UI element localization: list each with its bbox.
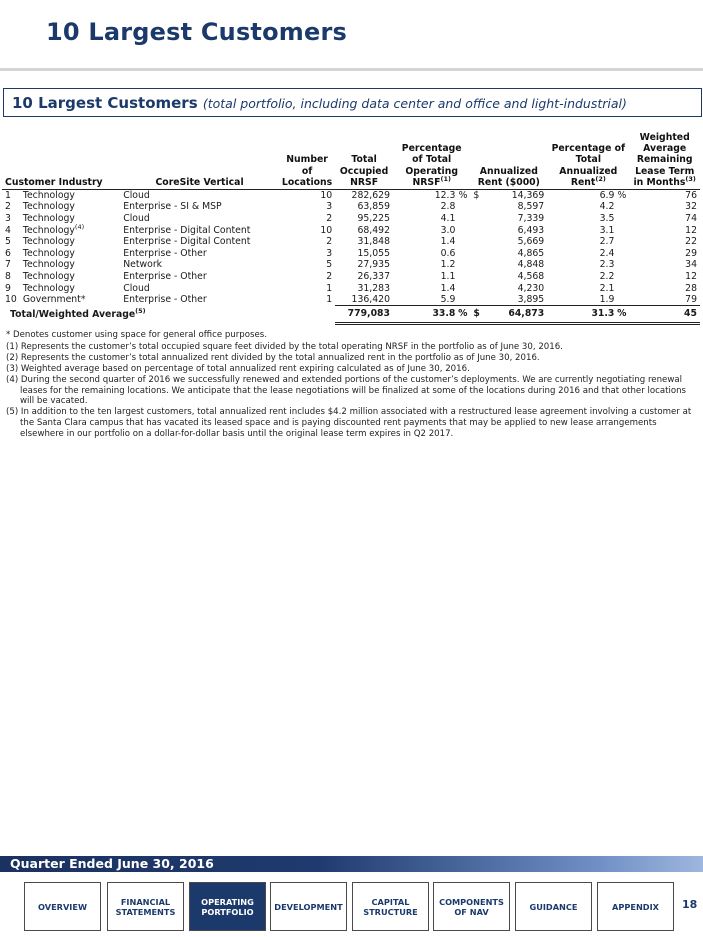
rank-cell: 3	[5, 213, 11, 224]
total-nrsf-cell: 779,083	[335, 306, 393, 324]
footnote-4: (4) During the second quarter of 2016 we successfully renewed and extended portions of the customer’s deployments. We are currently negotiating renewal leases for the remaining locations. We anticipate that the lease negotiations will be finalized at some of the locations during 2016 and that other locations will be vacated.	[6, 374, 687, 407]
pct-nrsf-value: 2.8	[440, 201, 456, 213]
rent-dollar-cell	[470, 213, 482, 225]
pct-nrsf-value: 1.4	[440, 282, 456, 294]
total-label-cell	[2, 306, 279, 324]
total-pct-nrsf-sign: %	[458, 308, 468, 320]
term-cell: 79	[685, 293, 697, 305]
section-navigation	[0, 882, 703, 931]
rent-dollar-cell	[470, 248, 482, 260]
term-cell: 12	[685, 224, 697, 236]
header-percentage-annualized-rent	[547, 132, 629, 190]
pct-nrsf-cell	[393, 201, 470, 213]
header-number-of-locations: Number of Locations	[279, 132, 335, 190]
table-body	[2, 190, 700, 324]
term-cell: 29	[685, 247, 697, 259]
total-pct-nrsf-value: 33.8	[432, 308, 456, 320]
vertical-cell: Cloud	[123, 190, 150, 202]
nrsf-cell: 95,225	[357, 213, 390, 224]
rent-dollar-cell	[470, 294, 482, 306]
industry-text: Technology	[22, 236, 75, 248]
term-cell: 74	[685, 213, 697, 224]
table-row	[2, 190, 700, 202]
nav-tab-financial-statements[interactable]: FINANCIAL STATEMENTS	[107, 882, 184, 931]
total-locations-cell	[279, 306, 335, 324]
nav-tab-development[interactable]: DEVELOPMENT	[270, 882, 347, 931]
vertical-cell: Enterprise - Digital Content	[123, 224, 251, 236]
pct-rent-cell	[547, 224, 629, 236]
nav-tab-appendix[interactable]: APPENDIX	[597, 882, 674, 931]
rent-cell: 4,230	[517, 282, 545, 294]
footnote-3: (3) Weighted average based on percentage of total annualized rent expiring calculated as of June 30, 2016.	[6, 363, 470, 374]
pct-rent-value: 2.2	[599, 270, 615, 282]
quarter-label: Quarter Ended June 30, 2016	[10, 856, 214, 871]
table-row	[2, 213, 700, 225]
pct-nrsf-value: 1.1	[440, 270, 456, 282]
pct-nrsf-cell	[393, 236, 470, 248]
rent-cell: 6,493	[517, 224, 545, 236]
table-row	[2, 236, 700, 248]
footnote-5: (5) In addition to the ten largest customers, total annualized rent includes $4.2 million associated with a restructured lease agreement involving a customer at the Santa Clara campus that has vacated its leased space and is paying discounted rent payments that may be applied to new lease arrangements elsewhere in our portfolio on a dollar-for-dollar basis until the original lease term expires in Q2 2017.	[6, 407, 692, 440]
vertical-cell: Network	[123, 259, 163, 271]
pct-rent-value: 2.1	[599, 282, 615, 294]
pct-rent-sign: %	[617, 190, 627, 202]
footnote-2: (2) Represents the customer’s total annualized rent divided by the total annualized rent in the portfolio as of June 30, 2016.	[6, 352, 540, 363]
locations-cell: 1	[326, 294, 333, 306]
industry-text: Government*	[22, 294, 86, 306]
header-pct-nrsf-footnote: (1)	[440, 174, 451, 183]
term-cell: 22	[685, 236, 697, 248]
pct-nrsf-value: 12.3	[434, 190, 456, 202]
total-term-cell: 45	[629, 306, 700, 324]
pct-rent-cell	[547, 236, 629, 248]
locations-cell: 3	[326, 247, 333, 259]
pct-nrsf-cell	[393, 259, 470, 271]
rent-dollar-cell	[470, 259, 482, 271]
rank-cell: 8	[5, 270, 11, 282]
rent-cell: 5,669	[517, 236, 545, 248]
pct-nrsf-value: 1.2	[440, 259, 456, 271]
nav-tab-operating-portfolio[interactable]: OPERATING PORTFOLIO	[189, 882, 266, 931]
term-cell: 28	[685, 282, 697, 294]
nrsf-cell: 63,859	[357, 201, 390, 213]
rent-cell: 7,339	[517, 213, 545, 224]
rank-cell: 1	[5, 190, 11, 202]
header-term-text: Weighted Average Remaining Lease Term in Months	[633, 132, 695, 188]
rent-dollar-cell	[470, 282, 482, 294]
table-row	[2, 282, 700, 294]
pct-nrsf-cell	[393, 224, 470, 236]
locations-cell: 3	[326, 201, 333, 213]
table-row	[2, 201, 700, 213]
nrsf-cell: 15,055	[357, 247, 390, 259]
industry-text: Technology	[22, 247, 75, 259]
footnote-1: (1) Represents the customer’s total occupied square feet divided by the total operating NRSF in the portfolio as of June 30, 2016.	[6, 341, 563, 352]
pct-rent-cell	[547, 282, 629, 294]
pct-rent-cell	[547, 248, 629, 260]
rank-cell: 4	[5, 224, 11, 236]
table-row	[2, 294, 700, 306]
pct-rent-value: 6.9	[599, 190, 615, 202]
nrsf-cell: 31,283	[357, 282, 390, 294]
rent-dollar-cell: $	[473, 190, 480, 202]
table-row	[2, 259, 700, 271]
total-rent-cell: 64,873	[483, 306, 547, 324]
pct-nrsf-cell	[393, 248, 470, 260]
industry-text: Technology	[22, 213, 75, 224]
rent-cell: 14,369	[511, 190, 545, 202]
pct-rent-cell	[547, 213, 629, 225]
rent-dollar-cell	[470, 224, 482, 236]
header-total-occupied-nrsf: Total Occupied NRSF	[335, 132, 393, 190]
industry-text: Technology	[22, 282, 75, 294]
pct-rent-value: 1.9	[599, 293, 615, 305]
nrsf-cell: 136,420	[351, 293, 390, 305]
industry-text: Technology	[22, 190, 75, 202]
pct-rent-cell	[547, 259, 629, 271]
table-row	[2, 224, 700, 236]
table-header-row	[2, 132, 700, 190]
table-row	[2, 248, 700, 260]
nav-tab-components-of-nav[interactable]: COMPONENTS OF NAV	[433, 882, 510, 931]
rent-cell: 8,597	[517, 201, 545, 213]
term-cell: 34	[685, 259, 697, 271]
header-pct-rent-text: Percentage of Total Annualized Rent	[551, 143, 626, 188]
pct-nrsf-cell	[393, 190, 470, 202]
total-pct-rent-cell	[547, 306, 629, 324]
vertical-cell: Enterprise - Other	[123, 270, 207, 282]
rank-cell: 9	[5, 282, 11, 294]
header-term-footnote: (3)	[685, 174, 696, 183]
quarter-banner	[0, 856, 703, 872]
term-cell: 76	[685, 190, 697, 202]
rank-cell: 2	[5, 201, 11, 213]
vertical-cell: Enterprise - Other	[123, 247, 207, 259]
table-row	[2, 271, 700, 283]
rent-dollar-cell	[470, 271, 482, 283]
total-rent-dollar-cell: $	[470, 306, 482, 324]
rank-cell: 10	[5, 294, 17, 306]
header-annualized-rent: Annualized Rent ($000)	[470, 132, 547, 190]
pct-nrsf-cell	[393, 294, 470, 306]
section-subtitle: (total portfolio, including data center and office and light-industrial)	[202, 96, 627, 111]
largest-customers-table	[2, 132, 700, 325]
pct-rent-cell	[547, 271, 629, 283]
nrsf-cell: 68,492	[357, 224, 390, 236]
nav-tab-overview[interactable]: OVERVIEW	[24, 882, 101, 931]
rent-cell: 4,568	[517, 270, 545, 282]
nav-tab-guidance[interactable]: GUIDANCE	[515, 882, 592, 931]
nrsf-cell: 26,337	[357, 270, 390, 282]
total-row	[2, 306, 700, 324]
industry-footnote: (4)	[74, 222, 85, 231]
industry-cell	[20, 294, 120, 306]
locations-cell: 10	[320, 224, 333, 236]
industry-text: Technology	[22, 259, 75, 271]
industry-cell	[20, 248, 120, 260]
pct-rent-cell	[547, 190, 629, 202]
total-label-footnote: (5)	[135, 306, 146, 315]
pct-rent-value: 2.3	[599, 259, 615, 271]
nrsf-cell: 27,935	[357, 259, 390, 271]
rent-dollar-cell	[470, 236, 482, 248]
industry-cell	[20, 224, 120, 236]
industry-cell	[20, 271, 120, 283]
industry-text: Technology	[22, 201, 75, 213]
section-title	[12, 94, 627, 112]
vertical-cell: Cloud	[123, 282, 150, 294]
title-divider	[0, 68, 703, 71]
locations-cell: 10	[320, 190, 333, 202]
industry-cell	[20, 213, 120, 225]
pct-nrsf-value: 5.9	[440, 293, 456, 305]
industry-cell	[20, 201, 120, 213]
rank-cell: 7	[5, 259, 11, 271]
vertical-cell: Enterprise - Other	[123, 294, 207, 306]
locations-cell: 2	[326, 213, 333, 224]
pct-rent-cell	[547, 294, 629, 306]
nrsf-cell: 282,629	[351, 190, 390, 202]
header-coresite-vertical: CoreSite Vertical	[120, 132, 279, 190]
vertical-cell: Cloud	[123, 213, 150, 224]
nav-tab-capital-structure[interactable]: CAPITAL STRUCTURE	[352, 882, 429, 931]
header-pct-nrsf-text: Percentage of Total Operating NRSF	[401, 143, 462, 188]
term-cell: 32	[685, 201, 697, 213]
section-header-box	[3, 88, 702, 117]
header-remaining-lease-term	[629, 132, 700, 190]
rent-dollar-cell	[470, 201, 482, 213]
rent-cell: 4,865	[517, 247, 545, 259]
pct-rent-cell	[547, 201, 629, 213]
term-cell: 12	[685, 270, 697, 282]
industry-cell	[20, 236, 120, 248]
pct-rent-value: 4.2	[599, 201, 615, 213]
total-label-text: Total/Weighted Average	[10, 308, 136, 320]
total-pct-rent-value: 31.3	[591, 308, 615, 320]
pct-rent-value: 3.1	[599, 224, 615, 236]
pct-nrsf-value: 0.6	[440, 247, 456, 259]
pct-nrsf-cell	[393, 282, 470, 294]
locations-cell: 2	[326, 236, 333, 248]
pct-nrsf-value: 4.1	[440, 213, 456, 224]
rent-cell: 3,895	[517, 293, 545, 305]
pct-nrsf-cell	[393, 271, 470, 283]
total-pct-nrsf-cell	[393, 306, 470, 324]
pct-rent-value: 2.7	[599, 236, 615, 248]
header-percentage-operating-nrsf	[393, 132, 470, 190]
rank-cell: 6	[5, 247, 11, 259]
total-pct-rent-sign: %	[617, 308, 627, 320]
locations-cell: 1	[326, 282, 333, 294]
locations-cell: 5	[326, 259, 333, 271]
pct-rent-value: 3.5	[599, 213, 615, 224]
rank-cell: 5	[5, 236, 11, 248]
locations-cell: 2	[326, 270, 333, 282]
industry-cell	[20, 282, 120, 294]
vertical-cell: Enterprise - Digital Content	[123, 236, 251, 248]
page-number: 18	[682, 898, 698, 911]
header-pct-rent-footnote: (2)	[595, 174, 606, 183]
footnotes	[2, 330, 700, 440]
nrsf-cell: 31,848	[357, 236, 390, 248]
header-customer-industry: Customer Industry	[2, 132, 120, 190]
footnote-asterisk: * Denotes customer using space for general office purposes.	[6, 330, 267, 340]
industry-text: Technology	[22, 224, 75, 236]
pct-nrsf-value: 1.4	[440, 236, 456, 248]
pct-nrsf-cell	[393, 213, 470, 225]
pct-nrsf-sign: %	[458, 190, 468, 202]
industry-cell	[20, 190, 120, 202]
page-title: 10 Largest Customers	[46, 18, 347, 46]
industry-cell	[20, 259, 120, 271]
section-title-text: 10 Largest Customers	[12, 94, 198, 112]
vertical-cell: Enterprise - SI & MSP	[123, 201, 222, 213]
industry-text: Technology	[22, 270, 75, 282]
pct-rent-value: 2.4	[599, 247, 615, 259]
pct-nrsf-value: 3.0	[440, 224, 456, 236]
rent-cell: 4,848	[517, 259, 545, 271]
